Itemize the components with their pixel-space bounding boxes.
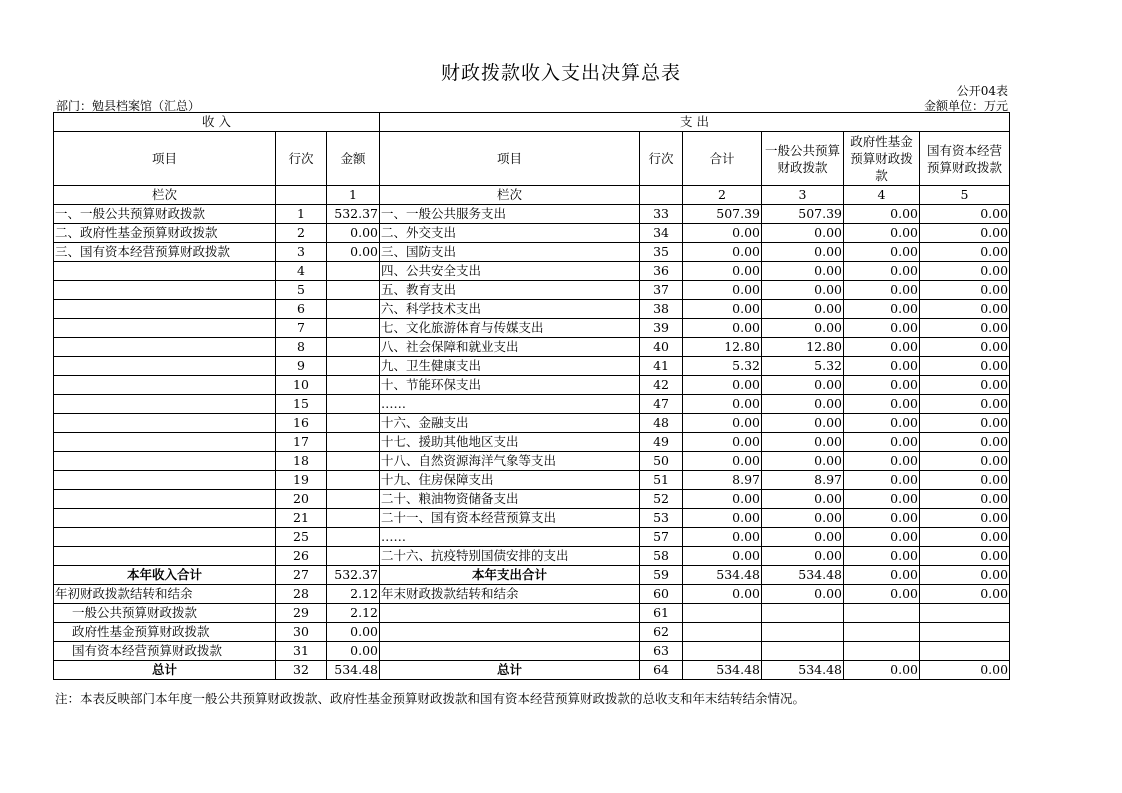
income-section-header: 收 入: [54, 113, 380, 132]
table-row: [54, 471, 1010, 490]
col-index-4: 4: [844, 186, 920, 205]
income-line-no: 6: [276, 300, 327, 319]
income-item: 一般公共预算财政拨款: [54, 604, 276, 623]
general-budget-amount: 0.00: [762, 300, 844, 319]
expense-total: 0.00: [683, 452, 762, 471]
expense-total: 0.00: [683, 376, 762, 395]
gov-fund-amount: 0.00: [844, 300, 920, 319]
state-capital-amount: 0.00: [920, 300, 1010, 319]
income-item: 年初财政拨款结转和结余: [54, 585, 276, 604]
income-line-no: 26: [276, 547, 327, 566]
expense-item: 总计: [380, 661, 640, 680]
expense-total: 0.00: [683, 319, 762, 338]
state-capital-amount: 0.00: [920, 452, 1010, 471]
state-capital-amount: 0.00: [920, 471, 1010, 490]
expense-line-no: 60: [640, 585, 683, 604]
expense-line-no: 47: [640, 395, 683, 414]
state-capital-amount: 0.00: [920, 281, 1010, 300]
expense-total-header: 合计: [683, 132, 762, 186]
income-amount: 2.12: [327, 585, 380, 604]
income-amount: [327, 490, 380, 509]
form-number: 公开04表: [956, 84, 1008, 98]
expense-item: 十七、援助其他地区支出: [380, 433, 640, 452]
state-capital-amount: 0.00: [920, 414, 1010, 433]
state-capital-amount: 0.00: [920, 395, 1010, 414]
table-row: [54, 243, 1010, 262]
income-amount: [327, 319, 380, 338]
income-item: [54, 281, 276, 300]
general-budget-amount: 534.48: [762, 566, 844, 585]
state-capital-amount: 0.00: [920, 243, 1010, 262]
expense-line-header: 行次: [640, 132, 683, 186]
gov-fund-amount: 0.00: [844, 471, 920, 490]
income-amount: [327, 376, 380, 395]
expense-line-no: 58: [640, 547, 683, 566]
income-amount: [327, 471, 380, 490]
income-line-no: 25: [276, 528, 327, 547]
col-index-2: 2: [683, 186, 762, 205]
income-amount: [327, 509, 380, 528]
table-row: [54, 300, 1010, 319]
expense-item: 十、节能环保支出: [380, 376, 640, 395]
expense-section-header: 支 出: [380, 113, 1010, 132]
expense-total: 0.00: [683, 547, 762, 566]
expense-line-no: 42: [640, 376, 683, 395]
general-budget-amount: 534.48: [762, 661, 844, 680]
income-amount: [327, 528, 380, 547]
expense-line-no: 38: [640, 300, 683, 319]
expense-line-no: 37: [640, 281, 683, 300]
income-amount: [327, 338, 380, 357]
table-row: [54, 338, 1010, 357]
expense-item: ……: [380, 528, 640, 547]
income-line-no: 5: [276, 281, 327, 300]
income-amount: [327, 262, 380, 281]
state-capital-amount: 0.00: [920, 338, 1010, 357]
income-line-header: 行次: [276, 132, 327, 186]
income-item: [54, 357, 276, 376]
expense-total: 0.00: [683, 585, 762, 604]
income-line-no: 17: [276, 433, 327, 452]
income-line-no: 29: [276, 604, 327, 623]
general-budget-amount: 0.00: [762, 490, 844, 509]
gov-fund-amount: 0.00: [844, 433, 920, 452]
income-line-no: 1: [276, 205, 327, 224]
gov-fund-amount: 0.00: [844, 452, 920, 471]
gov-fund-amount: [844, 604, 920, 623]
income-amount: [327, 395, 380, 414]
income-line-no: 18: [276, 452, 327, 471]
table-row: [54, 547, 1010, 566]
income-amount: [327, 452, 380, 471]
expense-total: 0.00: [683, 262, 762, 281]
income-item: [54, 414, 276, 433]
income-item: [54, 547, 276, 566]
carryover-row: [54, 642, 1010, 661]
gov-fund-amount: 0.00: [844, 243, 920, 262]
expense-total: 0.00: [683, 243, 762, 262]
income-amount: 532.37: [327, 566, 380, 585]
expense-item: 二十、粮油物资储备支出: [380, 490, 640, 509]
expense-line-no: 35: [640, 243, 683, 262]
general-budget-amount: 0.00: [762, 281, 844, 300]
income-amount: 534.48: [327, 661, 380, 680]
expense-line-no: 36: [640, 262, 683, 281]
expense-item: 六、科学技术支出: [380, 300, 640, 319]
income-item: [54, 471, 276, 490]
general-budget-amount: 507.39: [762, 205, 844, 224]
income-item: [54, 319, 276, 338]
income-item: 政府性基金预算财政拨款: [54, 623, 276, 642]
table-row: [54, 376, 1010, 395]
year-total-row: [54, 566, 1010, 585]
expense-item: 二十一、国有资本经营预算支出: [380, 509, 640, 528]
expense-total: [683, 604, 762, 623]
table-row: [54, 414, 1010, 433]
col-index-empty: [276, 186, 327, 205]
gov-fund-amount: 0.00: [844, 338, 920, 357]
income-line-no: 8: [276, 338, 327, 357]
expense-total: 0.00: [683, 509, 762, 528]
income-amount: 0.00: [327, 243, 380, 262]
income-item: 本年收入合计: [54, 566, 276, 585]
income-item: 二、政府性基金预算财政拨款: [54, 224, 276, 243]
carryover-row: [54, 623, 1010, 642]
income-item: [54, 433, 276, 452]
gov-fund-amount: 0.00: [844, 528, 920, 547]
general-budget-amount: [762, 604, 844, 623]
gov-fund-amount: [844, 623, 920, 642]
income-item: [54, 509, 276, 528]
state-capital-amount: 0.00: [920, 224, 1010, 243]
footnote: 注：本表反映部门本年度一般公共预算财政拨款、政府性基金预算财政拨款和国有资本经营预算财政拨款的总收支和年末结转结余情况。: [55, 691, 806, 706]
col-index-1: 1: [327, 186, 380, 205]
gov-fund-amount: 0.00: [844, 281, 920, 300]
general-budget-header: 一般公共预算财政拨款: [762, 132, 844, 186]
expense-item: 十九、住房保障支出: [380, 471, 640, 490]
general-budget-amount: 0.00: [762, 243, 844, 262]
general-budget-amount: [762, 642, 844, 661]
carryover-row: [54, 604, 1010, 623]
income-item: [54, 262, 276, 281]
gov-fund-amount: 0.00: [844, 585, 920, 604]
income-amount: 0.00: [327, 642, 380, 661]
expense-line-no: 39: [640, 319, 683, 338]
expense-line-no: 49: [640, 433, 683, 452]
income-line-no: 15: [276, 395, 327, 414]
expense-line-no: 34: [640, 224, 683, 243]
general-budget-amount: 0.00: [762, 452, 844, 471]
general-budget-amount: 0.00: [762, 376, 844, 395]
expense-item: 年末财政拨款结转和结余: [380, 585, 640, 604]
income-line-no: 9: [276, 357, 327, 376]
income-amount: 532.37: [327, 205, 380, 224]
expense-line-no: 48: [640, 414, 683, 433]
income-item: [54, 338, 276, 357]
income-amount: 0.00: [327, 224, 380, 243]
col-index-label: 栏次: [54, 186, 276, 205]
general-budget-amount: 0.00: [762, 319, 844, 338]
expense-line-no: 51: [640, 471, 683, 490]
gov-fund-amount: 0.00: [844, 661, 920, 680]
income-item: [54, 395, 276, 414]
expense-total: 5.32: [683, 357, 762, 376]
state-capital-amount: 0.00: [920, 376, 1010, 395]
expense-total: 0.00: [683, 300, 762, 319]
gov-fund-amount: [844, 642, 920, 661]
expense-item: 十八、自然资源海洋气象等支出: [380, 452, 640, 471]
expense-line-no: 62: [640, 623, 683, 642]
state-capital-amount: 0.00: [920, 528, 1010, 547]
table-row: [54, 281, 1010, 300]
expense-total: 0.00: [683, 433, 762, 452]
income-line-no: 20: [276, 490, 327, 509]
expense-total: 0.00: [683, 395, 762, 414]
expense-line-no: 59: [640, 566, 683, 585]
gov-fund-amount: 0.00: [844, 414, 920, 433]
expense-item: 四、公共安全支出: [380, 262, 640, 281]
expense-line-no: 52: [640, 490, 683, 509]
income-amount: [327, 547, 380, 566]
income-line-no: 30: [276, 623, 327, 642]
col-index-empty: [640, 186, 683, 205]
expense-line-no: 33: [640, 205, 683, 224]
expense-item: 二十六、抗疫特别国债安排的支出: [380, 547, 640, 566]
expense-item: 五、教育支出: [380, 281, 640, 300]
table-row: [54, 262, 1010, 281]
state-capital-amount: 0.00: [920, 262, 1010, 281]
general-budget-amount: [762, 623, 844, 642]
income-line-no: 10: [276, 376, 327, 395]
general-budget-amount: 0.00: [762, 433, 844, 452]
income-amount-header: 金额: [327, 132, 380, 186]
expense-item: 本年支出合计: [380, 566, 640, 585]
gov-fund-amount: 0.00: [844, 395, 920, 414]
expense-item: [380, 623, 640, 642]
state-capital-amount: 0.00: [920, 205, 1010, 224]
grand-total-row: [54, 661, 1010, 680]
expense-line-no: 41: [640, 357, 683, 376]
expense-total: 0.00: [683, 490, 762, 509]
income-line-no: 7: [276, 319, 327, 338]
income-item: 三、国有资本经营预算财政拨款: [54, 243, 276, 262]
gov-fund-amount: 0.00: [844, 319, 920, 338]
expense-line-no: 53: [640, 509, 683, 528]
income-line-no: 19: [276, 471, 327, 490]
income-item: [54, 452, 276, 471]
expense-line-no: 50: [640, 452, 683, 471]
unit-label: 金额单位：万元: [923, 99, 1008, 113]
expense-total: [683, 642, 762, 661]
expense-total: 0.00: [683, 281, 762, 300]
income-item: 一、一般公共预算财政拨款: [54, 205, 276, 224]
gov-fund-amount: 0.00: [844, 566, 920, 585]
income-line-no: 27: [276, 566, 327, 585]
gov-fund-amount: 0.00: [844, 205, 920, 224]
state-capital-amount: 0.00: [920, 661, 1010, 680]
state-capital-amount: 0.00: [920, 490, 1010, 509]
income-item: [54, 528, 276, 547]
table-row: [54, 357, 1010, 376]
income-amount: [327, 414, 380, 433]
income-item: 总计: [54, 661, 276, 680]
income-line-no: 32: [276, 661, 327, 680]
state-capital-amount: [920, 642, 1010, 661]
table-row: [54, 490, 1010, 509]
income-line-no: 28: [276, 585, 327, 604]
gov-fund-amount: 0.00: [844, 490, 920, 509]
gov-fund-amount: 0.00: [844, 224, 920, 243]
state-capital-amount: [920, 623, 1010, 642]
expense-total: 0.00: [683, 414, 762, 433]
income-line-no: 21: [276, 509, 327, 528]
table-row: [54, 395, 1010, 414]
expense-line-no: 57: [640, 528, 683, 547]
col-index-3: 3: [762, 186, 844, 205]
general-budget-amount: 0.00: [762, 509, 844, 528]
general-budget-amount: 0.00: [762, 224, 844, 243]
state-capital-amount: 0.00: [920, 433, 1010, 452]
col-index-label-expense: 栏次: [380, 186, 640, 205]
expense-item: 一、一般公共服务支出: [380, 205, 640, 224]
state-capital-amount: [920, 604, 1010, 623]
state-capital-amount: 0.00: [920, 566, 1010, 585]
income-line-no: 2: [276, 224, 327, 243]
income-amount: [327, 433, 380, 452]
expense-item: ……: [380, 395, 640, 414]
state-capital-amount: 0.00: [920, 585, 1010, 604]
expense-line-no: 63: [640, 642, 683, 661]
col-index-5: 5: [920, 186, 1010, 205]
budget-table: [53, 112, 1010, 680]
income-item: [54, 490, 276, 509]
state-capital-amount: 0.00: [920, 319, 1010, 338]
general-budget-amount: 5.32: [762, 357, 844, 376]
general-budget-amount: 0.00: [762, 395, 844, 414]
income-line-no: 4: [276, 262, 327, 281]
gov-fund-header: 政府性基金预算财政拨款: [844, 132, 920, 186]
income-amount: [327, 357, 380, 376]
gov-fund-amount: 0.00: [844, 376, 920, 395]
general-budget-amount: 0.00: [762, 585, 844, 604]
income-line-no: 3: [276, 243, 327, 262]
gov-fund-amount: 0.00: [844, 509, 920, 528]
expense-line-no: 61: [640, 604, 683, 623]
expense-item: 九、卫生健康支出: [380, 357, 640, 376]
state-capital-amount: 0.00: [920, 509, 1010, 528]
general-budget-amount: 0.00: [762, 414, 844, 433]
report-title: 财政拨款收入支出决算总表: [440, 62, 681, 84]
income-item: [54, 376, 276, 395]
expense-total: 534.48: [683, 661, 762, 680]
expense-total: [683, 623, 762, 642]
carryover-row: [54, 585, 1010, 604]
gov-fund-amount: 0.00: [844, 357, 920, 376]
state-capital-amount: 0.00: [920, 357, 1010, 376]
table-row: [54, 528, 1010, 547]
income-line-no: 16: [276, 414, 327, 433]
table-row: [54, 205, 1010, 224]
income-item: 国有资本经营预算财政拨款: [54, 642, 276, 661]
income-amount: [327, 281, 380, 300]
gov-fund-amount: 0.00: [844, 262, 920, 281]
expense-item: [380, 604, 640, 623]
expense-total: 0.00: [683, 528, 762, 547]
expense-item: 七、文化旅游体育与传媒支出: [380, 319, 640, 338]
expense-item: 十六、金融支出: [380, 414, 640, 433]
table-row: [54, 433, 1010, 452]
income-item: [54, 300, 276, 319]
general-budget-amount: 0.00: [762, 528, 844, 547]
expense-line-no: 64: [640, 661, 683, 680]
general-budget-amount: 0.00: [762, 262, 844, 281]
expense-item: 二、外交支出: [380, 224, 640, 243]
income-item-header: 项目: [54, 132, 276, 186]
expense-total: 0.00: [683, 224, 762, 243]
expense-total: 534.48: [683, 566, 762, 585]
expense-total: 507.39: [683, 205, 762, 224]
general-budget-amount: 8.97: [762, 471, 844, 490]
state-capital-header: 国有资本经营预算财政拨款: [920, 132, 1010, 186]
expense-item: 三、国防支出: [380, 243, 640, 262]
expense-total: 12.80: [683, 338, 762, 357]
table-row: [54, 224, 1010, 243]
expense-item: 八、社会保障和就业支出: [380, 338, 640, 357]
table-row: [54, 509, 1010, 528]
general-budget-amount: 0.00: [762, 547, 844, 566]
income-amount: 0.00: [327, 623, 380, 642]
general-budget-amount: 12.80: [762, 338, 844, 357]
expense-item: [380, 642, 640, 661]
department-label: 部门：勉县档案馆（汇总）: [56, 99, 201, 113]
income-amount: [327, 300, 380, 319]
table-row: [54, 319, 1010, 338]
state-capital-amount: 0.00: [920, 547, 1010, 566]
expense-item-header: 项目: [380, 132, 640, 186]
gov-fund-amount: 0.00: [844, 547, 920, 566]
table-row: [54, 452, 1010, 471]
income-line-no: 31: [276, 642, 327, 661]
expense-line-no: 40: [640, 338, 683, 357]
income-amount: 2.12: [327, 604, 380, 623]
expense-total: 8.97: [683, 471, 762, 490]
